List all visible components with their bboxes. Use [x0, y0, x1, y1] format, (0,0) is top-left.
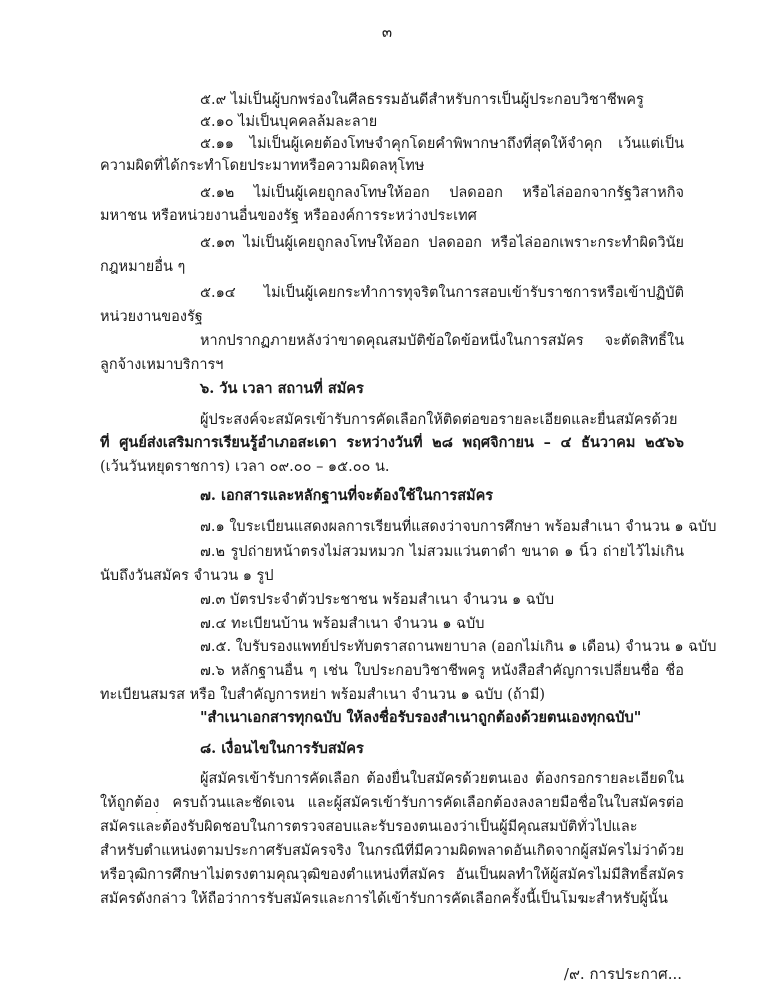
section-6-line3: (เว้นวันหยุดราชการ) เวลา ๐๙.๐๐ – ๑๕.๐๐ น. — [100, 459, 390, 475]
item-5-10: ๕.๑๐ ไม่เป็นบุคคลล้มละลาย — [200, 114, 378, 130]
disqualification-note-line2: ลูกจ้างเหมาบริการฯ — [100, 357, 224, 373]
section-8-line1: ผู้สมัครเข้ารับการคัดเลือก ต้องยื่นใบสมัครด้วยตนเอง ต้องกรอกรายละเอียดใน — [200, 771, 684, 787]
item-7-6-line2: ทะเบียนสมรส หรือ ใบสำคัญการหย่า พร้อมสำเนา จำนวน ๑ ฉบับ (ถ้ามี) — [100, 687, 546, 703]
item-7-5: ๗.๕. ใบรับรองแพทย์ประทับตราสถานพยาบาล (ออกไม่เกิน ๑ เดือน) จำนวน ๑ ฉบับ — [200, 639, 717, 655]
section-7-heading: ๗. เอกสารและหลักฐานที่จะต้องใช้ในการสมัคร — [200, 487, 494, 504]
section-6-line1: ผู้ประสงค์จะสมัครเข้ารับการคัดเลือกให้ติดต่อขอรายละเอียดและยื่นสมัครด้วย — [200, 412, 678, 428]
item-7-6-line1: ๗.๖ หลักฐานอื่น ๆ เช่น ใบประกอบวิชาชีพครู หนังสือสำคัญการเปลี่ยนชื่อ ชื่อ — [200, 663, 684, 679]
section-8-heading: ๘. เงื่อนไขในการรับสมัคร — [200, 740, 364, 757]
section-6-heading: ๖. วัน เวลา สถานที่ สมัคร — [200, 380, 364, 397]
item-5-11-line1: ๕.๑๑ ไม่เป็นผู้เคยต้องโทษจำคุกโดยคำพิพากษาถึงที่สุดให้จำคุก เว้นแต่เป็น — [200, 136, 684, 152]
item-5-14-line1: ๕.๑๔ ไม่เป็นผู้เคยกระทำการทุจริตในการสอบเข้ารับราชการหรือเข้าปฏิบัติ — [200, 285, 684, 301]
section-8-line5: หรือวุฒิการศึกษาไม่ตรงตามคุณวุฒิของตำแหน่งที่สมัคร อันเป็นผลทำให้ผู้สมัครไม่มีสิทธิ์สมัคร — [100, 867, 684, 883]
section-8-line2: ให้ถูกต้อง ครบถ้วนและชัดเจน และผู้สมัครเข้ารับการคัดเลือกต้องลงลายมือชื่อในใบสมัครต่อ — [100, 795, 684, 811]
item-5-13-line2: กฎหมายอื่น ๆ — [100, 259, 186, 275]
item-7-4: ๗.๔ ทะเบียนบ้าน พร้อมสำเนา จำนวน ๑ ฉบับ — [200, 616, 485, 632]
section-8-line4: สำหรับตำแหน่งตามประกาศรับสมัครจริง ในกรณีที่มีความผิดพลาดอันเกิดจากผู้สมัครไม่ว่าด้วย — [100, 843, 684, 859]
certification-note: "สำเนาเอกสารทุกฉบับ ให้ลงชื่อรับรองสำเนาถูกต้องด้วยตนเองทุกฉบับ" — [200, 709, 642, 726]
item-5-14-line2: หน่วยงานของรัฐ — [100, 309, 203, 325]
section-6-line2: ที่ ศูนย์ส่งเสริมการเรียนรู้อำเภอสะเดา ระหว่างวันที่ ๒๘ พฤศจิกายน – ๔ ธันวาคม ๒๕๖๖ — [100, 434, 684, 451]
section-8-line3: สมัครและต้องรับผิดชอบในการตรวจสอบและรับรองตนเองว่าเป็นผู้มีคุณสมบัติทั่วไปและ — [100, 819, 638, 835]
section-8-line6: สมัครดังกล่าว ให้ถือว่าการรับสมัครและการได้เข้ารับการคัดเลือกครั้งนี้เป็นโมฆะสำหรับผู้นั้น — [100, 891, 668, 907]
item-5-9: ๕.๙ ไม่เป็นผู้บกพร่องในศีลธรรมอันดีสำหรับการเป็นผู้ประกอบวิชาชีพครู — [200, 92, 644, 108]
item-7-2-line2: นับถึงวันสมัคร จำนวน ๑ รูป — [100, 568, 274, 584]
item-5-12-line1: ๕.๑๒ ไม่เป็นผู้เคยถูกลงโทษให้ออก ปลดออก หรือไล่ออกจากรัฐวิสาหกิจ — [200, 185, 684, 201]
disqualification-note-line1: หากปรากฏภายหลังว่าขาดคุณสมบัติข้อใดข้อหนึ่งในการสมัคร จะตัดสิทธิ์ใน — [200, 333, 684, 349]
page-number: ๓ — [381, 23, 393, 41]
item-7-1: ๗.๑ ใบระเบียนแสดงผลการเรียนที่แสดงว่าจบการศึกษา พร้อมสำเนา จำนวน ๑ ฉบับ — [200, 519, 717, 535]
item-7-3: ๗.๓ บัตรประจำตัวประชาชน พร้อมสำเนา จำนวน ๑ ฉบับ — [200, 592, 555, 608]
continuation-footer: /๙. การประกาศ... — [563, 965, 682, 983]
item-5-13-line1: ๕.๑๓ ไม่เป็นผู้เคยถูกลงโทษให้ออก ปลดออก หรือไล่ออกเพราะกระทำผิดวินัย — [200, 235, 684, 251]
item-5-11-line2: ความผิดที่ได้กระทำโดยประมาทหรือความผิดลหุโทษ — [100, 158, 425, 174]
item-7-2-line1: ๗.๒ รูปถ่ายหน้าตรงไม่สวมหมวก ไม่สวมแว่นตาดำ ขนาด ๑ นิ้ว ถ่ายไว้ไม่เกิน — [200, 544, 684, 560]
item-5-12-line2: มหาชน หรือหน่วยงานอื่นของรัฐ หรือองค์การระหว่างประเทศ — [100, 208, 477, 224]
